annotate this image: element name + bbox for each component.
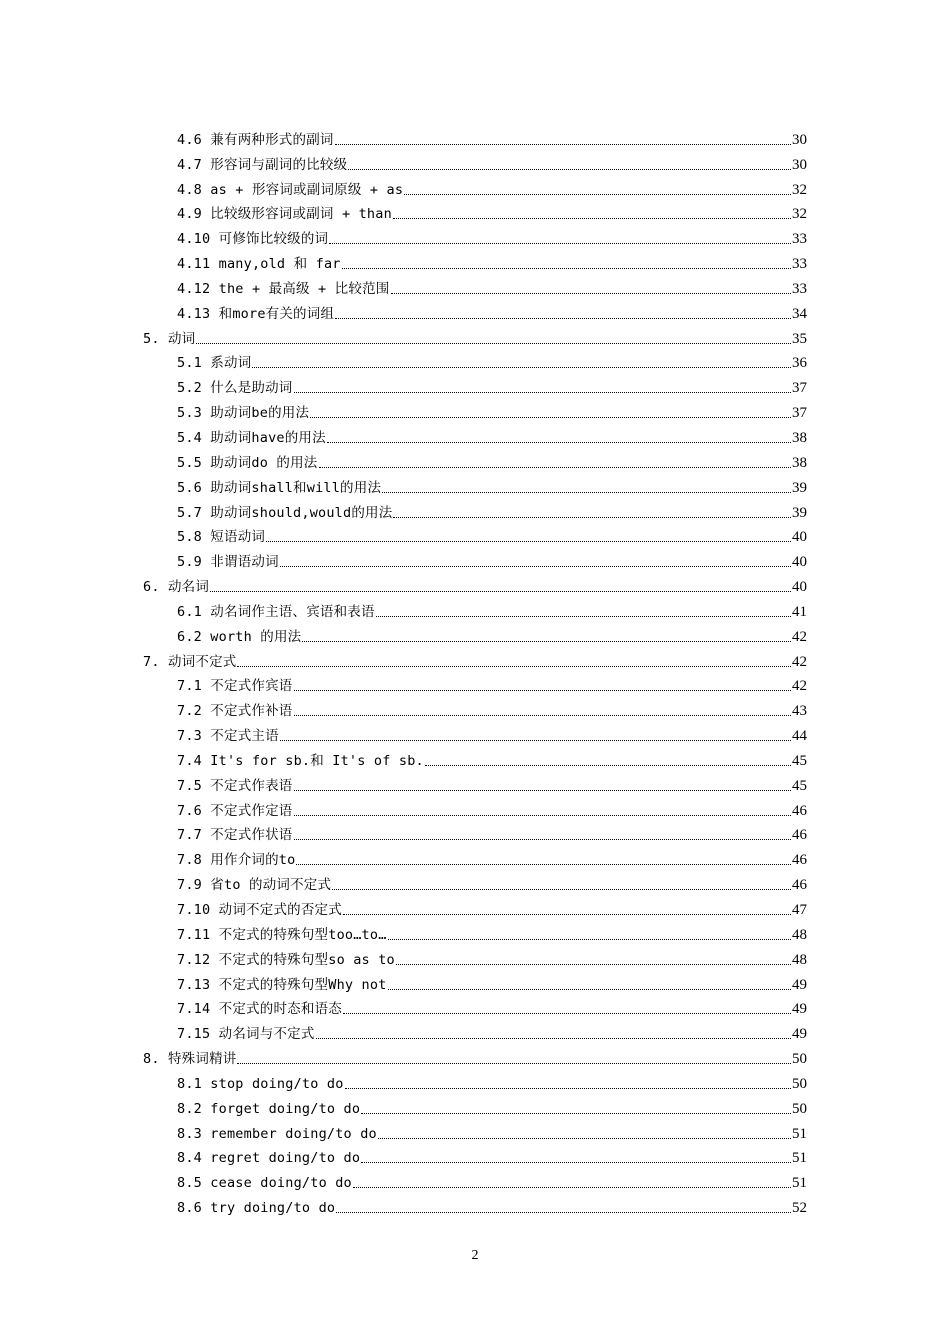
toc-dot-leader	[343, 1013, 791, 1014]
toc-entry-page: 46	[792, 852, 807, 869]
toc-section-entry[interactable]	[143, 124, 807, 149]
toc-section-entry[interactable]	[143, 1167, 807, 1192]
toc-entry-page: 30	[792, 156, 807, 173]
toc-entry-page: 38	[792, 454, 807, 471]
toc-dot-leader	[294, 690, 791, 691]
toc-entry-title: 7.11 不定式的特殊句型too…to…	[177, 926, 387, 943]
toc-chapter-entry[interactable]	[143, 1043, 807, 1068]
toc-dot-leader	[396, 964, 791, 965]
toc-entry-page: 46	[792, 827, 807, 844]
page-number: 2	[471, 1248, 479, 1263]
toc-entry-title: 4.10 可修饰比较级的词	[177, 231, 329, 248]
toc-dot-leader	[404, 194, 791, 195]
toc-entry-page: 33	[792, 280, 807, 297]
toc-section-entry[interactable]	[143, 1068, 807, 1093]
toc-entry-page: 37	[792, 405, 807, 422]
toc-section-entry[interactable]	[143, 944, 807, 969]
toc-dot-leader	[348, 169, 791, 170]
toc-entry-page: 36	[792, 355, 807, 372]
toc-dot-leader	[319, 467, 792, 468]
toc-entry-page: 43	[792, 703, 807, 720]
toc-dot-leader	[361, 1162, 791, 1163]
toc-entry-page: 42	[792, 678, 807, 695]
toc-entry-page: 46	[792, 802, 807, 819]
toc-entry-page: 39	[792, 504, 807, 521]
toc-entry-page: 41	[792, 603, 807, 620]
toc-section-entry[interactable]	[143, 497, 807, 522]
toc-dot-leader	[336, 1212, 791, 1213]
table-of-contents	[143, 124, 807, 1217]
toc-entry-page: 48	[792, 926, 807, 943]
toc-entry-title: 8.3 remember doing/to do	[177, 1125, 377, 1142]
toc-entry-page: 47	[792, 902, 807, 918]
toc-dot-leader	[294, 715, 791, 716]
toc-dot-leader	[302, 641, 791, 642]
toc-dot-leader	[343, 914, 791, 915]
toc-section-entry[interactable]	[143, 720, 807, 745]
toc-dot-leader	[196, 343, 791, 344]
toc-section-entry[interactable]	[143, 546, 807, 571]
toc-entry-title: 8. 特殊词精讲	[143, 1051, 237, 1068]
toc-dot-leader	[393, 517, 791, 518]
toc-section-entry[interactable]	[143, 522, 807, 547]
toc-dot-leader	[335, 144, 791, 145]
toc-dot-leader	[210, 591, 791, 592]
toc-entry-page: 45	[792, 777, 807, 794]
toc-entry-title: 4.7 形容词与副词的比较级	[177, 156, 348, 173]
toc-section-entry[interactable]	[143, 248, 807, 273]
toc-section-entry[interactable]	[143, 596, 807, 621]
toc-entry-page: 35	[792, 330, 807, 347]
toc-entry-page: 49	[792, 1001, 807, 1018]
toc-list	[143, 124, 807, 1217]
toc-entry-title: 4.11 many,old 和 far	[177, 256, 341, 273]
toc-section-entry[interactable]	[143, 969, 807, 994]
toc-section-entry[interactable]	[143, 820, 807, 845]
toc-section-entry[interactable]	[143, 1093, 807, 1118]
toc-section-entry[interactable]	[143, 671, 807, 696]
toc-section-entry[interactable]	[143, 844, 807, 869]
toc-section-entry[interactable]	[143, 1118, 807, 1143]
toc-entry-title: 7.9 省to 的动词不定式	[177, 877, 332, 894]
toc-entry-title: 7.1 不定式作宾语	[177, 678, 293, 695]
toc-section-entry[interactable]	[143, 348, 807, 373]
toc-dot-leader	[388, 939, 791, 940]
toc-dot-leader	[310, 417, 791, 418]
toc-dot-leader	[382, 492, 791, 493]
toc-entry-page: 40	[792, 529, 807, 546]
toc-dot-leader	[329, 243, 791, 244]
toc-entry-title: 5.9 非谓语动词	[177, 554, 279, 571]
toc-entry-page: 40	[792, 579, 807, 596]
toc-dot-leader	[332, 889, 791, 890]
toc-entry-title: 4.8 as + 形容词或副词原级 + as	[177, 181, 404, 198]
toc-entry-title: 8.1 stop doing/to do	[177, 1075, 344, 1092]
toc-entry-page: 46	[792, 877, 807, 894]
toc-entry-title: 6.2 worth 的用法	[177, 628, 302, 645]
toc-entry-page: 33	[792, 256, 807, 273]
toc-dot-leader	[353, 1187, 791, 1188]
toc-entry-page: 33	[792, 231, 807, 248]
toc-entry-page: 39	[792, 479, 807, 496]
toc-entry-title: 6. 动名词	[143, 579, 210, 596]
toc-entry-title: 7.8 用作介词的to	[177, 852, 296, 869]
toc-entry-title: 4.9 比较级形容词或副词 + than	[177, 206, 392, 223]
toc-section-entry[interactable]	[143, 174, 807, 199]
toc-dot-leader	[361, 1113, 791, 1114]
toc-chapter-entry[interactable]	[143, 323, 807, 348]
toc-section-entry[interactable]	[143, 869, 807, 894]
toc-dot-leader	[425, 765, 791, 766]
toc-dot-leader	[327, 442, 791, 443]
toc-entry-title: 7.6 不定式作定语	[177, 802, 293, 819]
toc-dot-leader	[237, 1063, 791, 1064]
toc-entry-title: 5.8 短语动词	[177, 529, 266, 546]
toc-dot-leader	[266, 541, 791, 542]
toc-dot-leader	[376, 616, 791, 617]
toc-dot-leader	[316, 1038, 791, 1039]
toc-dot-leader	[335, 318, 791, 319]
toc-dot-leader	[378, 1138, 791, 1139]
toc-entry-page: 30	[792, 131, 807, 148]
toc-entry-title: 7.3 不定式主语	[177, 728, 279, 745]
toc-entry-title: 7. 动词不定式	[143, 653, 237, 670]
toc-entry-page: 50	[792, 1075, 807, 1092]
toc-entry-title: 5.2 什么是助动词	[177, 380, 293, 397]
toc-section-entry[interactable]	[143, 422, 807, 447]
toc-entry-title: 7.10 动词不定式的否定式	[177, 902, 342, 918]
toc-entry-page: 49	[792, 976, 807, 993]
toc-entry-page: 42	[792, 653, 807, 670]
toc-entry-page: 50	[792, 1100, 807, 1117]
toc-entry-title: 4.13 和more有关的词组	[177, 305, 335, 322]
toc-entry-page: 50	[792, 1051, 807, 1068]
toc-dot-leader	[391, 293, 792, 294]
toc-entry-title: 5.6 助动词shall和will的用法	[177, 479, 382, 496]
toc-dot-leader	[294, 790, 791, 791]
toc-entry-title: 7.4 It's for sb.和 It's of sb.	[177, 752, 424, 769]
toc-section-entry[interactable]	[143, 745, 807, 770]
toc-entry-page: 44	[792, 728, 807, 745]
toc-section-entry[interactable]	[143, 1192, 807, 1217]
toc-entry-page: 37	[792, 380, 807, 397]
toc-section-entry[interactable]	[143, 894, 807, 919]
toc-entry-title: 7.15 动名词与不定式	[177, 1026, 315, 1043]
toc-entry-title: 5.1 系动词	[177, 355, 252, 372]
toc-chapter-entry[interactable]	[143, 571, 807, 596]
toc-entry-title: 8.6 try doing/to do	[177, 1200, 336, 1217]
toc-section-entry[interactable]	[143, 372, 807, 397]
toc-entry-title: 7.7 不定式作状语	[177, 827, 293, 844]
toc-entry-page: 32	[792, 181, 807, 198]
toc-entry-page: 49	[792, 1026, 807, 1043]
toc-section-entry[interactable]	[143, 472, 807, 497]
toc-entry-page: 45	[792, 752, 807, 769]
toc-entry-page: 42	[792, 628, 807, 645]
toc-entry-page: 38	[792, 429, 807, 446]
toc-entry-title: 7.2 不定式作补语	[177, 703, 293, 720]
toc-entry-title: 8.2 forget doing/to do	[177, 1100, 361, 1117]
toc-dot-leader	[280, 740, 791, 741]
toc-section-entry[interactable]	[143, 795, 807, 820]
toc-section-entry[interactable]	[143, 397, 807, 422]
toc-entry-title: 7.12 不定式的特殊句型so as to	[177, 951, 395, 968]
toc-section-entry[interactable]	[143, 298, 807, 323]
toc-entry-title: 4.6 兼有两种形式的副词	[177, 131, 334, 148]
toc-entry-page: 34	[792, 305, 807, 322]
toc-section-entry[interactable]	[143, 1143, 807, 1168]
toc-entry-page: 52	[792, 1200, 807, 1217]
toc-entry-page: 48	[792, 951, 807, 968]
toc-dot-leader	[294, 815, 791, 816]
toc-section-entry[interactable]	[143, 1018, 807, 1043]
toc-section-entry[interactable]	[143, 994, 807, 1019]
toc-section-entry[interactable]	[143, 223, 807, 248]
toc-dot-leader	[294, 392, 791, 393]
toc-entry-title: 5.3 助动词be的用法	[177, 405, 310, 422]
toc-entry-title: 7.14 不定式的时态和语态	[177, 1001, 342, 1018]
toc-chapter-entry[interactable]	[143, 646, 807, 671]
toc-entry-page: 40	[792, 554, 807, 571]
toc-dot-leader	[296, 864, 791, 865]
toc-section-entry[interactable]	[143, 621, 807, 646]
toc-entry-title: 5. 动词	[143, 330, 196, 347]
toc-dot-leader	[280, 566, 791, 567]
toc-dot-leader	[388, 989, 791, 990]
toc-section-entry[interactable]	[143, 919, 807, 944]
toc-entry-page: 51	[792, 1125, 807, 1142]
toc-section-entry[interactable]	[143, 149, 807, 174]
toc-entry-title: 4.12 the + 最高级 + 比较范围	[177, 280, 390, 297]
toc-entry-title: 7.5 不定式作表语	[177, 777, 293, 794]
toc-section-entry[interactable]	[143, 273, 807, 298]
toc-entry-page: 51	[792, 1150, 807, 1167]
toc-dot-leader	[342, 268, 791, 269]
toc-entry-title: 7.13 不定式的特殊句型Why not	[177, 976, 387, 993]
toc-section-entry[interactable]	[143, 770, 807, 795]
toc-entry-title: 6.1 动名词作主语、宾语和表语	[177, 603, 375, 620]
toc-dot-leader	[345, 1088, 791, 1089]
toc-section-entry[interactable]	[143, 695, 807, 720]
toc-entry-title: 8.5 cease doing/to do	[177, 1175, 352, 1192]
toc-section-entry[interactable]	[143, 447, 807, 472]
toc-dot-leader	[294, 839, 791, 840]
toc-entry-title: 5.7 助动词should,would的用法	[177, 504, 393, 521]
toc-dot-leader	[252, 367, 791, 368]
toc-entry-page: 51	[792, 1175, 807, 1192]
toc-entry-title: 5.5 助动词do 的用法	[177, 454, 318, 471]
toc-dot-leader	[393, 218, 791, 219]
toc-entry-title: 5.4 助动词have的用法	[177, 429, 326, 446]
toc-entry-page: 32	[792, 206, 807, 223]
toc-entry-title: 8.4 regret doing/to do	[177, 1150, 361, 1167]
toc-section-entry[interactable]	[143, 199, 807, 224]
toc-dot-leader	[237, 666, 791, 667]
